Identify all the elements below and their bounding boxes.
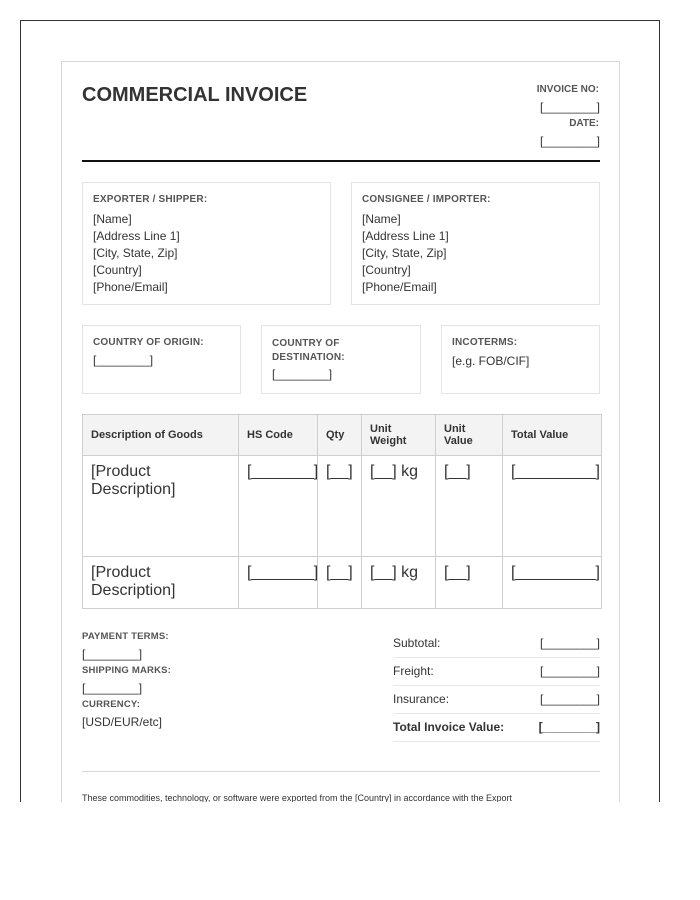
incoterms-field[interactable]: [e.g. FOB/CIF] [452, 354, 530, 368]
page-title: COMMERCIAL INVOICE [82, 84, 308, 106]
consignee-country: [Country] [362, 263, 411, 277]
insurance-label: Insurance: [393, 692, 450, 706]
payment-terms-label: PAYMENT TERMS: [82, 631, 169, 642]
total-value-cell[interactable]: [_________] [503, 557, 602, 609]
exporter-contact: [Phone/Email] [93, 280, 168, 294]
total-field[interactable]: [________] [538, 720, 600, 734]
currency-label: CURRENCY: [82, 699, 141, 710]
invoice-document [61, 61, 620, 802]
qty-cell[interactable]: [__] [318, 557, 362, 609]
freight-row [393, 658, 600, 686]
col-unit-value [436, 415, 503, 456]
payment-terms-field[interactable]: [________] [82, 647, 143, 661]
table-row [83, 456, 602, 557]
origin-field[interactable]: [________] [93, 353, 154, 367]
destination-box [261, 325, 421, 394]
col-total-value: Total Value [503, 415, 602, 456]
origin-box [82, 325, 241, 394]
invoice-number-field[interactable]: [________] [539, 100, 600, 114]
exporter-city: [City, State, Zip] [93, 246, 178, 260]
exporter-label: EXPORTER / SHIPPER: [93, 194, 208, 205]
total-value-cell[interactable]: [_________] [503, 456, 602, 557]
header-divider [82, 160, 600, 162]
consignee-name: [Name] [362, 212, 401, 226]
origin-label: COUNTRY OF ORIGIN: [93, 337, 204, 348]
table-row [83, 557, 602, 609]
exporter-name: [Name] [93, 212, 132, 226]
product-description-line: [Product [91, 463, 151, 480]
goods-table [82, 414, 602, 609]
consignee-address[interactable] [362, 211, 449, 296]
unit-weight-cell[interactable]: [__] kg [362, 456, 436, 557]
consignee-contact: [Phone/Email] [362, 280, 437, 294]
table-header-row [83, 415, 602, 456]
invoice-number-label: INVOICE NO: [536, 84, 599, 95]
product-description-cell[interactable] [83, 557, 239, 609]
product-description-cell[interactable] [83, 456, 239, 557]
exporter-address-line: [Address Line 1] [93, 229, 180, 243]
product-description-line: Description] [91, 582, 176, 599]
col-unit-value-line: Value [444, 435, 473, 447]
col-description: Description of Goods [83, 415, 239, 456]
unit-value-cell[interactable]: [__] [436, 557, 503, 609]
freight-label: Freight: [393, 664, 434, 678]
col-hs-code: HS Code [239, 415, 318, 456]
unit-value-cell[interactable]: [__] [436, 456, 503, 557]
total-row [393, 714, 600, 742]
date-label: DATE: [569, 118, 599, 129]
consignee-address-line: [Address Line 1] [362, 229, 449, 243]
subtotal-field[interactable]: [________] [539, 636, 600, 650]
exporter-address[interactable] [93, 211, 180, 296]
col-unit-weight-line: Unit [370, 423, 392, 435]
subtotal-label: Subtotal: [393, 636, 441, 650]
exporter-box [82, 182, 331, 305]
footer-divider [82, 771, 600, 772]
product-description-line: Description] [91, 481, 176, 498]
exporter-country: [Country] [93, 263, 142, 277]
consignee-label: CONSIGNEE / IMPORTER: [362, 194, 491, 205]
export-declaration: These commodities, technology, or software were exported from the [Country] in accordance with the Export [82, 793, 513, 802]
hs-code-cell[interactable]: [_______] [239, 456, 318, 557]
insurance-row [393, 686, 600, 714]
hs-code-cell[interactable]: [_______] [239, 557, 318, 609]
col-unit-value-line: Unit [444, 423, 466, 435]
col-unit-weight [362, 415, 436, 456]
currency-field[interactable]: [USD/EUR/etc] [82, 715, 163, 729]
destination-label [272, 337, 345, 365]
subtotal-row [393, 630, 600, 658]
col-unit-weight-line: Weight [370, 435, 407, 447]
destination-field[interactable]: [________] [272, 367, 333, 381]
page-frame [20, 20, 660, 802]
col-qty: Qty [318, 415, 362, 456]
incoterms-label: INCOTERMS: [452, 337, 518, 348]
date-field[interactable]: [________] [539, 134, 600, 148]
qty-cell[interactable]: [__] [318, 456, 362, 557]
consignee-box [351, 182, 600, 305]
unit-weight-cell[interactable]: [__] kg [362, 557, 436, 609]
product-description-line: [Product [91, 564, 151, 581]
destination-label-line: DESTINATION: [272, 352, 345, 363]
shipping-marks-label: SHIPPING MARKS: [82, 665, 172, 676]
incoterms-box [441, 325, 600, 394]
freight-field[interactable]: [________] [539, 664, 600, 678]
shipping-marks-field[interactable]: [________] [82, 681, 143, 695]
total-label: Total Invoice Value: [393, 720, 505, 734]
consignee-city: [City, State, Zip] [362, 246, 447, 260]
insurance-field[interactable]: [________] [539, 692, 600, 706]
destination-label-line: COUNTRY OF [272, 338, 340, 349]
